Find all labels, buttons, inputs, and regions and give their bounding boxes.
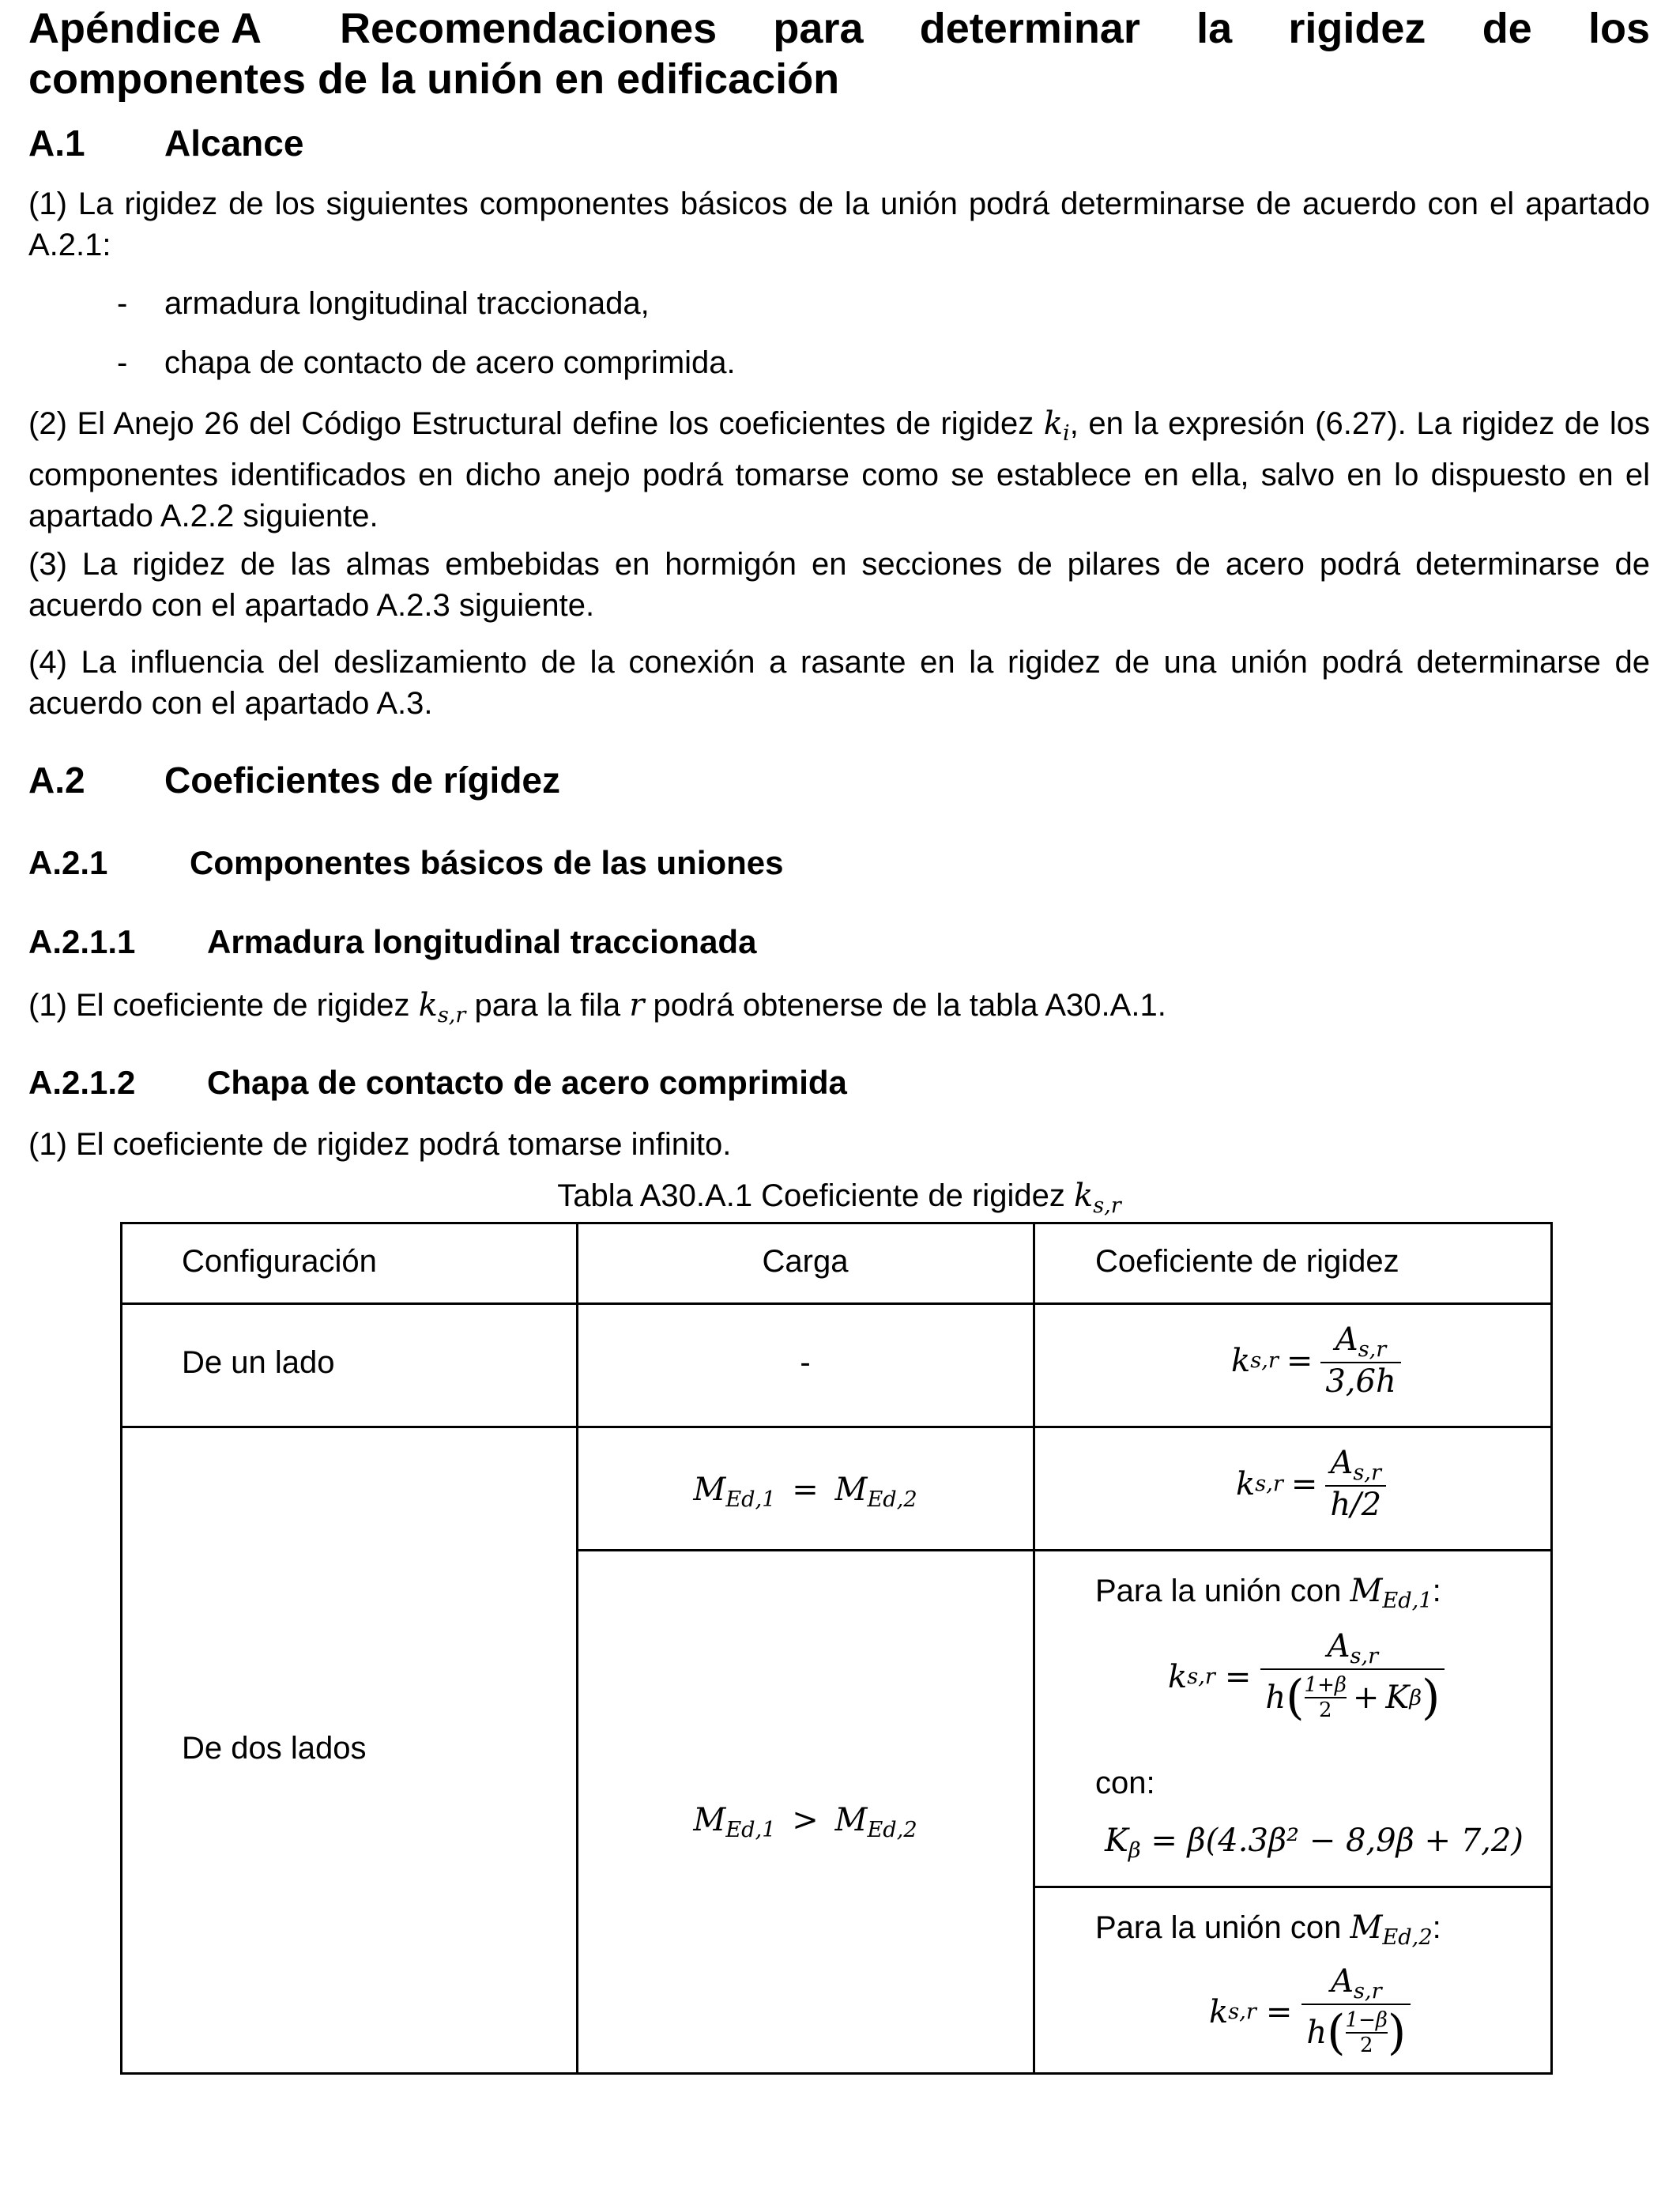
list-item: - chapa de contacto de acero comprimida.	[117, 345, 736, 380]
text-con: con:	[1095, 1766, 1155, 1800]
section-title: Alcance	[164, 123, 304, 164]
table-header-carga: Carga	[762, 1244, 849, 1279]
section-heading-a21: A.2.1 Componentes básicos de las uniones	[28, 844, 784, 881]
paragraph-a212: (1) El coeficiente de rigidez podrá tomarse infinito.	[28, 1127, 732, 1162]
paragraph-a1-2: (2) El Anejo 26 del Código Estructural define los coeficientes de rigidez $k_i$, en la expresión (6.27). La rigidez de los componentes identificados en dicho anejo podrá tomarse como se establece en ella, salvo en lo dispuesto en el apartado A.2.2 siguiente.	[28, 405, 1650, 534]
formula-moments-greater: $M_{Ed,1} > M_{Ed,2}$	[693, 1802, 917, 1843]
table-header-config: Configuración	[182, 1244, 377, 1279]
paragraph-a1-1: (1) La rigidez de los siguientes componentes básicos de la unión podrá determinarse de acuerdo con el apartado A.2.1:	[28, 187, 1650, 262]
text-union-med1: Para la unión con $M_{Ed,1}$:	[1095, 1573, 1441, 1614]
section-number: A.1	[28, 123, 85, 164]
section-heading-a212: A.2.1.2 Chapa de contacto de acero comprimida	[28, 1064, 847, 1101]
section-heading-a211: A.2.1.1 Armadura longitudinal traccionada	[28, 923, 757, 960]
section-heading-a1	[28, 122, 303, 164]
appendix-title: Recomendaciones para determinar la rigidez de los componentes de la unión en edificación	[28, 5, 1650, 103]
table-cell-config: De dos lados	[182, 1731, 367, 1766]
appendix-heading	[28, 3, 1650, 104]
paragraph-a1-3: (3) La rigidez de las almas embebidas en hormigón en secciones de pilares de acero podrá determinarse de acuerdo con el apartado A.2.3 siguiente.	[28, 547, 1650, 623]
text-union-med2: Para la unión con $M_{Ed,2}$:	[1095, 1909, 1441, 1951]
section-heading-a2: A.2 Coeficientes de rígidez	[28, 760, 561, 801]
appendix-number: Apéndice A	[28, 5, 262, 52]
table-header-coef: Coeficiente de rigidez	[1095, 1244, 1399, 1279]
paragraph-a1-4: (4) La influencia del deslizamiento de la conexión a rasante en la rigidez de una unión podrá determinarse de acuerdo con el apartado A.3.	[28, 645, 1650, 721]
formula-ks-equal: k s,r = $\frac{A_{s,r}}{h/2}$	[1236, 1445, 1386, 1523]
list-item: - armadura longitudinal traccionada,	[117, 286, 650, 321]
formula-ks-one-side: k s,r = $\frac{A_{s,r}}{3,6h}$	[1231, 1321, 1401, 1400]
table-caption: Tabla A30.A.1 Coeficiente de rigidez $k_{s,r}$	[557, 1178, 1121, 1219]
formula-kbeta: $K_\beta = \beta(4.3\beta^2 - 8,9\beta + 7,2)$	[1105, 1823, 1524, 1864]
formula-ks-med1: k s,r = $A_{s,r}$ h ( $\frac{1+\beta}{2}$ + K β )	[1168, 1628, 1445, 1725]
paragraph-a211: (1) El coeficiente de rigidez $k_{s,r}$ para la fila r podrá obtenerse de la tabla A30.A.1.	[28, 987, 1166, 1028]
table-cell-carga: -	[800, 1345, 811, 1380]
formula-moments-equal: $M_{Ed,1} = M_{Ed,2}$	[693, 1472, 917, 1513]
table-cell-config: De un lado	[182, 1345, 335, 1380]
formula-ks-med2: k s,r = $A_{s,r}$ h ( $\frac{1-\beta}{2}$ )	[1209, 1963, 1411, 2060]
